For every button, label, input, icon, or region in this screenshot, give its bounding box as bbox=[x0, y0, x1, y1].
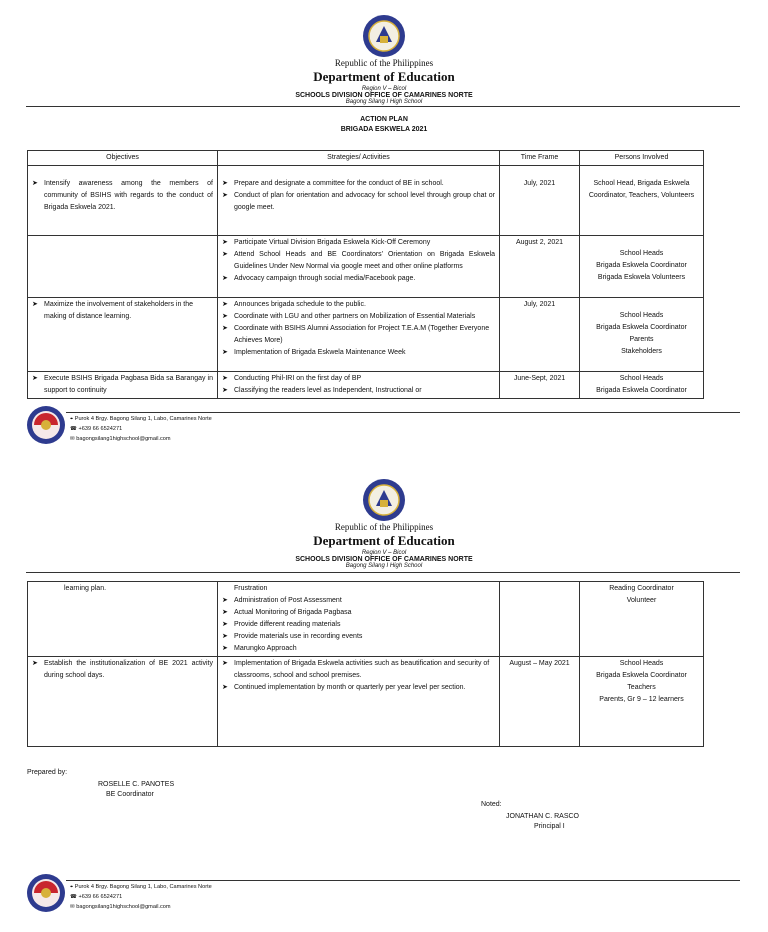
phone-icon: ☎ bbox=[70, 426, 79, 432]
strategy-item: Conduct of plan for orientation and advocacy for school level through group chat or google meet. bbox=[234, 192, 495, 211]
table-row bbox=[28, 166, 704, 236]
prepared-by-label: Prepared by: bbox=[27, 769, 68, 776]
action-plan-table-1 bbox=[27, 150, 704, 399]
footer-rule bbox=[66, 880, 740, 881]
strategies-cell: Frustration ➤ Administration of Post Assessment ➤ Actual Monitoring of Brigada Pagbasa ➤ Provide different reading materials ➤ Provide materials use in recording events ➤ Marungko Approach bbox=[218, 582, 500, 657]
strategy-item: Classifying the readers level as Independent, Instructional or bbox=[234, 387, 422, 394]
region-text: Region V – Bicol bbox=[361, 86, 407, 92]
noted-name: JONATHAN C. RASCO bbox=[506, 813, 579, 820]
page-2 bbox=[0, 466, 768, 932]
school-logo-icon bbox=[26, 873, 66, 913]
division-text: SCHOOLS DIVISION OFFICE OF CAMARINES NORTE bbox=[295, 556, 473, 563]
person-item: Reading Coordinator bbox=[609, 585, 674, 592]
persons-cell bbox=[580, 657, 704, 747]
table-row bbox=[28, 657, 704, 747]
strategy-item: Coordinate with LGU and other partners on Mobilization of Essential Materials bbox=[234, 313, 476, 320]
action-plan-table-2 bbox=[27, 581, 704, 747]
person-item: School Heads bbox=[619, 250, 664, 257]
strategy-item: Coordinate with BSIHS Alumni Association for Project T.E.A.M (Together Everyone Achieves More) bbox=[234, 325, 490, 344]
objective-cell: ➤ Maximize the involvement of stakeholders in the making of distance learning. bbox=[28, 298, 218, 372]
region-text: Region V – Bicol bbox=[361, 550, 407, 556]
strategy-item: Implementation of Brigada Eskwela Maintenance Week bbox=[234, 349, 406, 356]
email-icon: ✉ bbox=[70, 904, 77, 910]
time-cell: July, 2021 bbox=[500, 166, 580, 236]
person-item: Brigada Eskwela Coordinator bbox=[596, 324, 687, 331]
col-objectives: Objectives bbox=[28, 151, 218, 166]
person-item: School Heads bbox=[619, 312, 664, 319]
person-item: Parents bbox=[629, 336, 654, 343]
table-row bbox=[28, 298, 704, 372]
school-logo-icon bbox=[26, 405, 66, 445]
objective-text: Maximize the involvement of stakeholders in the making of distance learning. bbox=[44, 301, 194, 320]
person-item: Brigada Eskwela Coordinator bbox=[596, 672, 687, 679]
department-text: Department of Education bbox=[313, 69, 455, 84]
document-title bbox=[0, 115, 768, 135]
col-persons: Persons Involved bbox=[580, 151, 704, 166]
strategy-item: Announces brigada schedule to the public. bbox=[234, 301, 366, 308]
objective-text: Execute BSIHS Brigada Pagbasa Bida sa Barangay in support to continuity bbox=[44, 375, 213, 394]
objective-cell: learning plan. bbox=[28, 582, 218, 657]
school-text: Bagong Silang I High School bbox=[345, 563, 423, 569]
footer-email: bagongsilang1highschool@gmail.com bbox=[76, 436, 171, 442]
location-icon: ⌖ bbox=[70, 416, 75, 422]
footer-contact bbox=[70, 414, 212, 444]
header-rule bbox=[26, 106, 740, 107]
strategy-item: Marungko Approach bbox=[234, 645, 297, 652]
noted-label: Noted: bbox=[481, 801, 502, 808]
footer-address: Purok 4 Brgy. Bagong Silang 1, Labo, Camarines Norte bbox=[74, 884, 212, 890]
strategies-cell: ➤ Participate Virtual Division Brigada Eskwela Kick-Off Ceremony ➤ Attend School Heads and BE Coordinators' Orientation on Brigada Eskwela Guidelines Under New Normal via google meet and other online platforms ➤ Advocacy campaign through social media/Facebook page. bbox=[218, 236, 500, 298]
footer-contact bbox=[70, 882, 212, 912]
strategies-cell: ➤ Conducting Phil-IRI on the first day of BP ➤ Classifying the readers level as Independent, Instructional or bbox=[218, 372, 500, 399]
objective-text: Establish the institutionalization of BE 2021 activity during school days. bbox=[44, 660, 213, 679]
footer-email: bagongsilang1highschool@gmail.com bbox=[76, 904, 171, 910]
division-text: SCHOOLS DIVISION OFFICE OF CAMARINES NORTE bbox=[295, 92, 473, 99]
school-text: Bagong Silang I High School bbox=[345, 99, 423, 105]
email-icon: ✉ bbox=[70, 436, 77, 442]
persons-cell bbox=[580, 236, 704, 298]
time-cell: June-Sept, 2021 bbox=[500, 372, 580, 399]
strategy-item: Conducting Phil-IRI on the first day of BP bbox=[234, 375, 362, 382]
strategy-item: Administration of Post Assessment bbox=[234, 597, 342, 604]
strategy-item: Advocacy campaign through social media/Facebook page. bbox=[234, 275, 416, 282]
letterhead bbox=[0, 58, 768, 105]
objective-cell: ➤ Establish the institutionalization of BE 2021 activity during school days. bbox=[28, 657, 218, 747]
persons-cell bbox=[580, 582, 704, 657]
col-time-frame: Time Frame bbox=[500, 151, 580, 166]
strategy-item: Actual Monitoring of Brigada Pagbasa bbox=[234, 609, 352, 616]
noted-block bbox=[506, 812, 579, 832]
prepared-by-block bbox=[98, 780, 174, 800]
person-item: Teachers bbox=[627, 684, 656, 691]
persons-cell bbox=[580, 298, 704, 372]
strategy-item: Provide materials use in recording events bbox=[234, 633, 363, 640]
person-item: Volunteer bbox=[626, 597, 657, 604]
noted-title: Principal I bbox=[534, 823, 565, 830]
table-row bbox=[28, 372, 704, 399]
footer-rule bbox=[66, 412, 740, 413]
persons-cell: School Head, Brigada Eskwela Coordinator, Teachers, Volunteers bbox=[580, 166, 704, 236]
person-item: Brigada Eskwela Coordinator bbox=[596, 262, 687, 269]
republic-text: Republic of the Philippines bbox=[334, 58, 434, 68]
department-text: Department of Education bbox=[313, 533, 455, 548]
title-text: ACTION PLAN bbox=[360, 116, 408, 123]
footer-address: Purok 4 Brgy. Bagong Silang 1, Labo, Camarines Norte bbox=[74, 416, 212, 422]
prepared-name: ROSELLE C. PANOTES bbox=[98, 781, 175, 788]
footer-phone: +639 66 6524271 bbox=[78, 426, 123, 432]
strategies-cell: ➤ Prepare and designate a committee for the conduct of BE in school. ➤ Conduct of plan for orientation and advocacy for school level through group chat or google meet. bbox=[218, 166, 500, 236]
strategy-item: Attend School Heads and BE Coordinators' Orientation on Brigada Eskwela Guidelines Under New Normal via google meet and other online platforms bbox=[234, 251, 495, 270]
strategy-item: Implementation of Brigada Eskwela activities such as beautification and security of classrooms, school and school premises. bbox=[234, 660, 490, 679]
person-item: Stakeholders bbox=[621, 348, 662, 355]
strategy-continued: Frustration bbox=[234, 585, 268, 592]
person-item: Brigada Eskwela Coordinator bbox=[596, 387, 687, 394]
time-cell: August – May 2021 bbox=[500, 657, 580, 747]
strategy-item: Continued implementation by month or quarterly per year level per section. bbox=[234, 684, 466, 691]
subtitle-text: BRIGADA ESKWELA 2021 bbox=[340, 126, 428, 133]
person-item: School Heads bbox=[619, 660, 664, 667]
table-row bbox=[28, 236, 704, 298]
person-item: School Heads bbox=[619, 375, 664, 382]
prepared-title: BE Coordinator bbox=[106, 791, 154, 798]
deped-seal-icon bbox=[362, 14, 406, 58]
phone-icon: ☎ bbox=[70, 894, 79, 900]
time-cell: July, 2021 bbox=[500, 298, 580, 372]
table-header-row bbox=[28, 151, 704, 166]
objective-cell: ➤ Execute BSIHS Brigada Pagbasa Bida sa Barangay in support to continuity bbox=[28, 372, 218, 399]
persons-cell bbox=[580, 372, 704, 399]
republic-text: Republic of the Philippines bbox=[334, 522, 434, 532]
col-strategies: Strategies/ Activities bbox=[218, 151, 500, 166]
deped-seal-icon bbox=[362, 478, 406, 522]
letterhead bbox=[0, 522, 768, 569]
time-cell bbox=[500, 582, 580, 657]
person-item: Brigada Eskwela Volunteers bbox=[597, 274, 686, 281]
objective-text: Intensify awareness among the members of community of BSIHS with regards to the conduct of Brigada Eskwela 2021. bbox=[44, 180, 213, 211]
strategy-item: Provide different reading materials bbox=[234, 621, 341, 628]
person-item: Parents, Gr 9 – 12 learners bbox=[599, 696, 684, 703]
strategy-item: Prepare and designate a committee for the conduct of BE in school. bbox=[234, 180, 444, 187]
strategy-item: Participate Virtual Division Brigada Eskwela Kick-Off Ceremony bbox=[234, 239, 431, 246]
header-rule bbox=[26, 572, 740, 573]
strategies-cell: ➤ Implementation of Brigada Eskwela activities such as beautification and security of classrooms, school and school premises. ➤ Continued implementation by month or quarterly per year level per section. bbox=[218, 657, 500, 747]
objective-cell: ➤ Intensify awareness among the members of community of BSIHS with regards to the conduct of Brigada Eskwela 2021. bbox=[28, 166, 218, 236]
objective-cell-empty bbox=[28, 236, 218, 298]
table-row bbox=[28, 582, 704, 657]
footer-phone: +639 66 6524271 bbox=[78, 894, 123, 900]
time-cell: August 2, 2021 bbox=[500, 236, 580, 298]
strategies-cell: ➤ Announces brigada schedule to the public. ➤ Coordinate with LGU and other partners on Mobilization of Essential Materials ➤ Coordinate with BSIHS Alumni Association for Project T.E.A.M (Together Everyone Achieves More) ➤ Implementation of Brigada Eskwela Maintenance Week bbox=[218, 298, 500, 372]
location-icon: ⌖ bbox=[70, 884, 75, 890]
